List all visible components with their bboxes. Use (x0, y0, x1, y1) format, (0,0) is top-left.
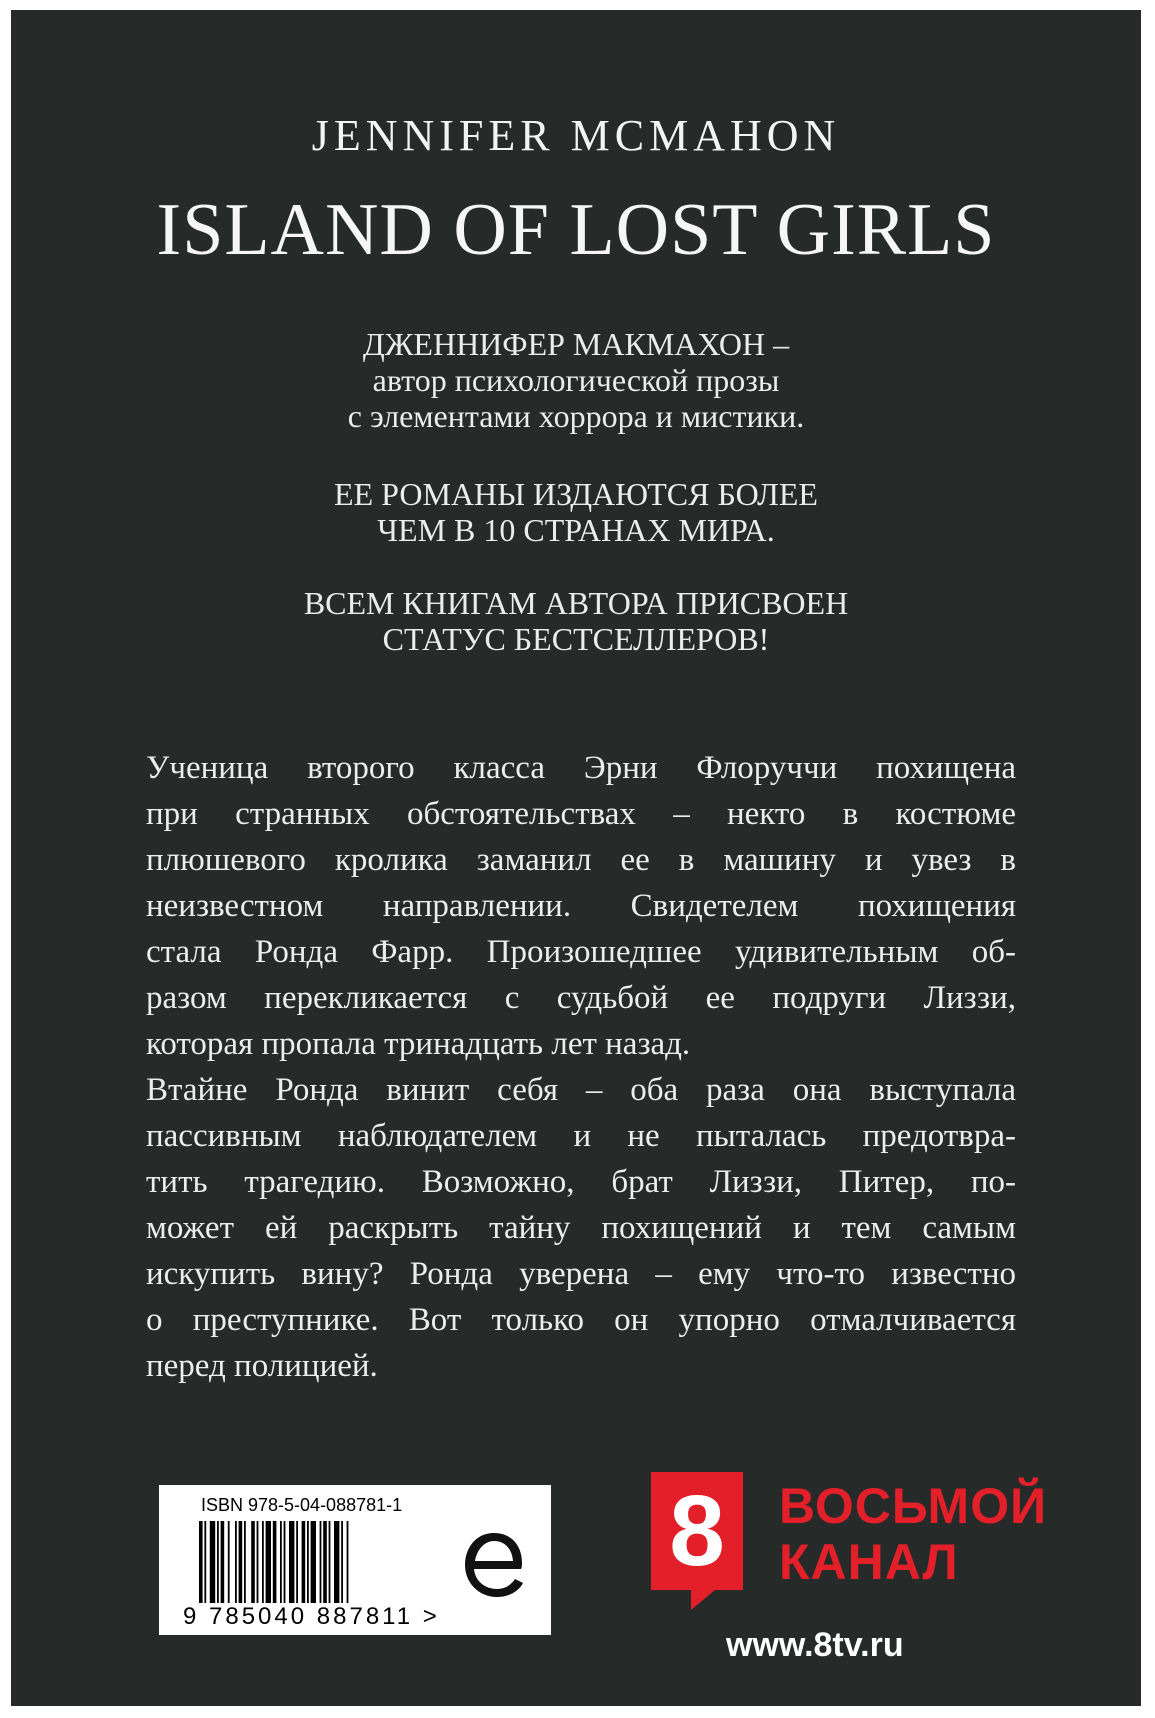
blurb-bestsellers (11, 585, 1141, 657)
barcode-bar (266, 1521, 271, 1603)
isbn-label: ISBN 978-5-04-088781-1 (201, 1495, 403, 1515)
barcode-bar (251, 1521, 255, 1603)
blurb-author (11, 326, 1141, 434)
description-line: Втайне Ронда винит себя – оба раза она выступала (146, 1072, 1016, 1108)
barcode-bar (228, 1521, 230, 1603)
barcode-bar (311, 1521, 316, 1603)
description-line: Ученица второго класса Эрни Флоруччи похищена (146, 750, 1016, 786)
barcode-bar (244, 1521, 246, 1603)
barcode-digits: 9 785040 887811 > (183, 1603, 440, 1630)
description-line: о преступнике. Вот только он упорно отмалчивается (146, 1302, 1016, 1338)
barcode-bar (334, 1521, 339, 1603)
barcode-bar (323, 1521, 327, 1603)
description-line: перед полицией. (146, 1348, 378, 1384)
barcode-bar (204, 1521, 206, 1603)
blurb-line: ЧЕМ В 10 СТРАНАХ МИРА. (377, 512, 775, 548)
description-line: при странных обстоятельствах – некто в костюме (146, 796, 1016, 832)
barcode-bar (329, 1521, 331, 1603)
isbn-barcode (159, 1485, 551, 1635)
tv-channel-name (779, 1478, 1047, 1590)
barcode-bar (262, 1521, 264, 1603)
blurb-line: ВСЕМ КНИГАМ АВТОРА ПРИСВОЕН (303, 585, 849, 621)
barcode-bar (320, 1521, 322, 1603)
tv-name-line: КАНАЛ (779, 1534, 959, 1590)
description-line: стала Ронда Фарр. Произошедшее удивительным об- (146, 934, 1016, 970)
tv-name-line: ВОСЬМОЙ (779, 1478, 1048, 1534)
description-line: разом перекликается с судьбой ее подруги Лиззи, (146, 980, 1016, 1016)
book-title: ISLAND OF LOST GIRLS (156, 189, 996, 271)
barcode-bar (217, 1521, 219, 1603)
eksmo-logo-icon (459, 1525, 529, 1605)
barcode-bars (199, 1521, 399, 1603)
barcode-bar (235, 1521, 237, 1603)
barcode-bar (347, 1521, 349, 1603)
blurb-countries (11, 476, 1141, 548)
barcode-bar (307, 1521, 309, 1603)
barcode-bar (199, 1521, 203, 1603)
blurb-line: с элементами хоррора и мистики. (347, 398, 805, 434)
barcode-bar (289, 1521, 294, 1603)
tv-website: www.8tv.ru (726, 1626, 904, 1664)
barcode-bar (341, 1521, 343, 1603)
blurb-line: СТАТУС БЕСТСЕЛЛЕРОВ! (382, 621, 770, 657)
blurb-line: ЕЕ РОМАНЫ ИЗДАЮТСЯ БОЛЕЕ (334, 476, 818, 512)
barcode-bar (284, 1521, 286, 1603)
barcode-bar (296, 1521, 298, 1603)
description-line: тить трагедию. Возможно, брат Лиззи, Питер, по- (146, 1164, 1016, 1200)
description-line: плюшевого кролика заманил ее в машину и увез в (146, 842, 1016, 878)
barcode-bar (221, 1521, 225, 1603)
description-line: искупить вину? Ронда уверена – ему что-то известно (146, 1256, 1016, 1292)
back-cover (11, 10, 1141, 1706)
barcode-bar (280, 1521, 282, 1603)
description-line: которая пропала тринадцать лет назад. (146, 1026, 691, 1062)
barcode-bar (239, 1521, 243, 1603)
blurb-line: ДЖЕННИФЕР МАКМАХОН – (362, 326, 790, 362)
blurb-line: автор психологической прозы (372, 362, 780, 398)
barcode-bar (210, 1521, 215, 1603)
description-line: пассивным наблюдателем и не пыталась предотвра- (146, 1118, 1016, 1154)
barcode-bar (257, 1521, 259, 1603)
barcode-bar (302, 1521, 306, 1603)
book-description (146, 745, 1016, 1389)
description-line: может ей раскрыть тайну похищений и тем самым (146, 1210, 1016, 1246)
tv-channel-logo (651, 1472, 1048, 1612)
description-line: неизвестном направлении. Свидетелем похищения (146, 888, 1016, 924)
author-name: JENNIFER MCMAHON (311, 111, 841, 160)
barcode-bar (273, 1521, 277, 1603)
tv-badge-digit: 8 (669, 1475, 725, 1587)
